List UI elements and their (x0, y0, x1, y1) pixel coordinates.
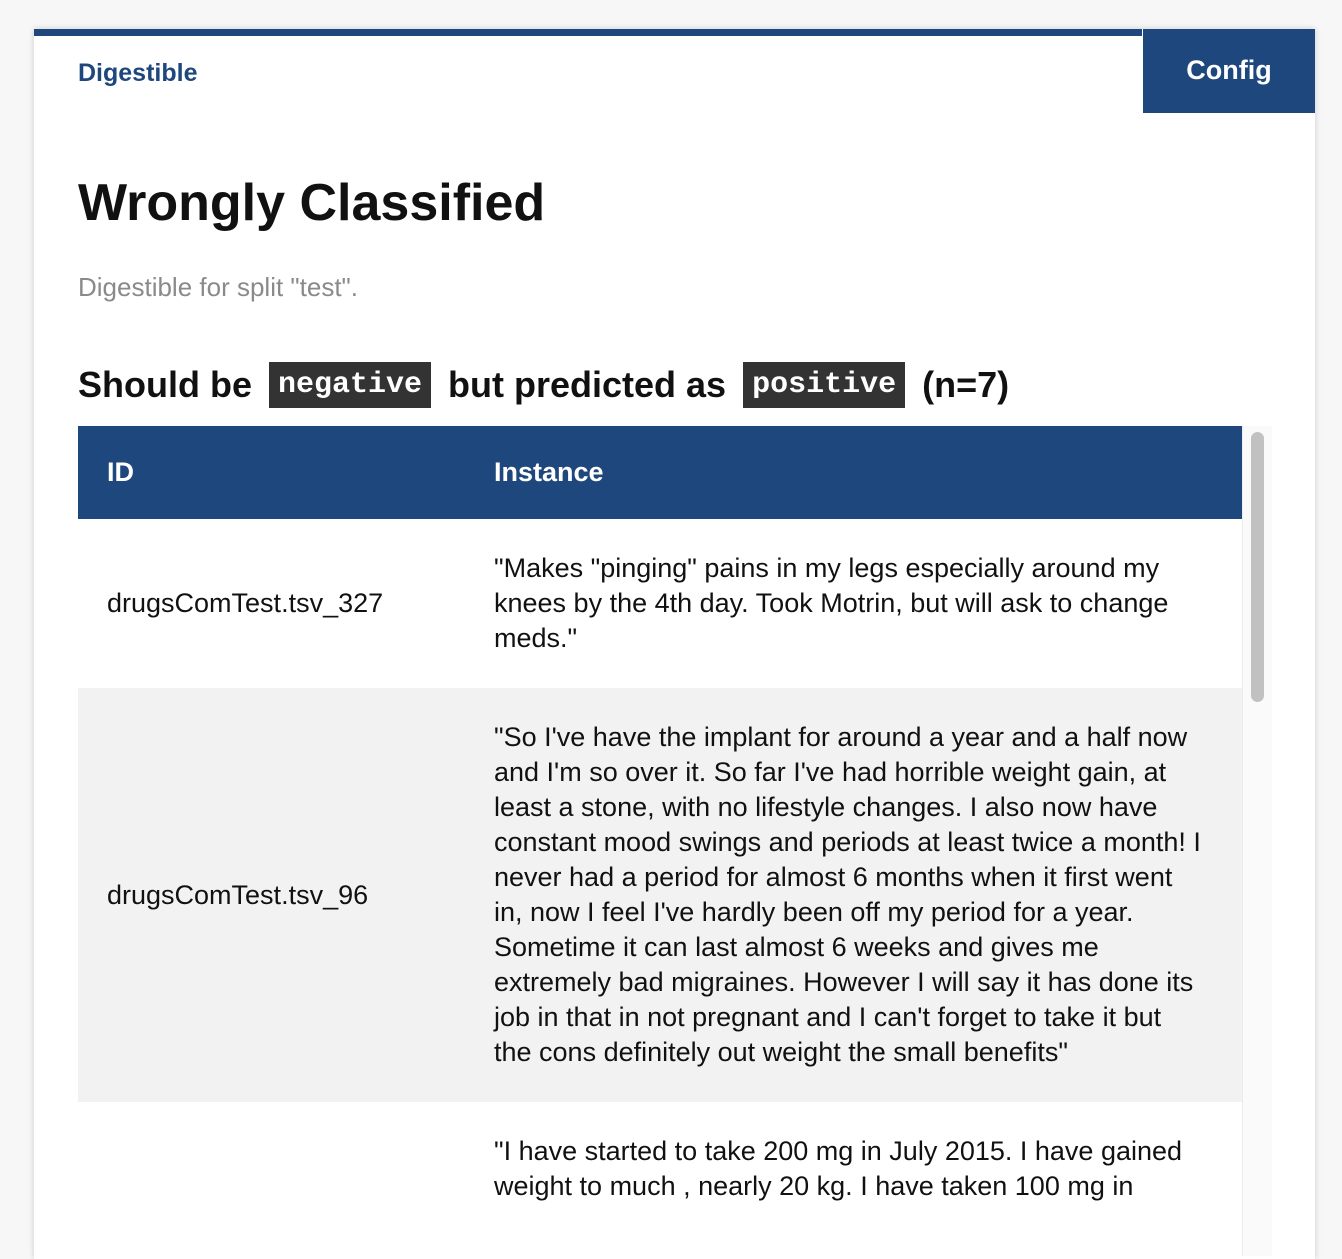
page-title: Wrongly Classified (78, 174, 546, 232)
page-subtitle: Digestible for split "test". (78, 272, 359, 302)
section-count: (n=7) (922, 364, 1010, 405)
row-instance-cell: "So I've have the implant for around a year and a half now and I'm so over it. So far I've had horrible weight gain, at least a stone, with no lifestyle changes. I also now have constant mood swings and periods at least twice a month! I never had a period for almost 6 months when it first went in, now I feel I've hardly been off my period for a year. Sometime it can last almost 6 weeks and gives me extremely bad migraines. However I will say it has done its job in that in not pregnant and I can't forget to take it but the cons definitely out weight the small benefits" (465, 688, 1242, 1102)
top-accent-bar (34, 29, 1142, 36)
row-id-cell: drugsComTest.tsv_327 (107, 588, 384, 618)
row-id-cell: drugsComTest.tsv_96 (78, 688, 465, 1102)
column-header-instance: Instance (465, 426, 1242, 519)
table-row (78, 519, 1242, 688)
brand-link[interactable]: Digestible (78, 59, 198, 87)
predicted-label-badge: positive (743, 362, 905, 408)
row-instance-cell: "I have started to take 200 mg in July 2015. I have gained weight to much , nearly 20 kg. I have taken 100 mg in (494, 1136, 1183, 1201)
table-scrollbar-thumb[interactable] (1251, 432, 1264, 702)
config-button[interactable]: Config (1143, 29, 1315, 113)
row-instance-cell: "Makes "pinging" pains in my legs especially around my knees by the 4th day. Took Motrin, but will ask to change meds." (494, 553, 1169, 653)
table-scrollbar[interactable] (1242, 426, 1272, 1256)
row-id-cell (78, 1102, 465, 1236)
table-header-row (78, 426, 1242, 519)
section-middle: but predicted as (448, 364, 727, 405)
results-table-container[interactable] (78, 426, 1242, 1259)
table-row (78, 1102, 1242, 1236)
main-card (34, 29, 1315, 1259)
column-header-id: ID (78, 426, 465, 519)
table-row (78, 688, 1242, 1102)
section-title (78, 362, 1009, 408)
results-table (78, 426, 1242, 1236)
expected-label-badge: negative (269, 362, 431, 408)
section-prefix: Should be (78, 364, 252, 405)
